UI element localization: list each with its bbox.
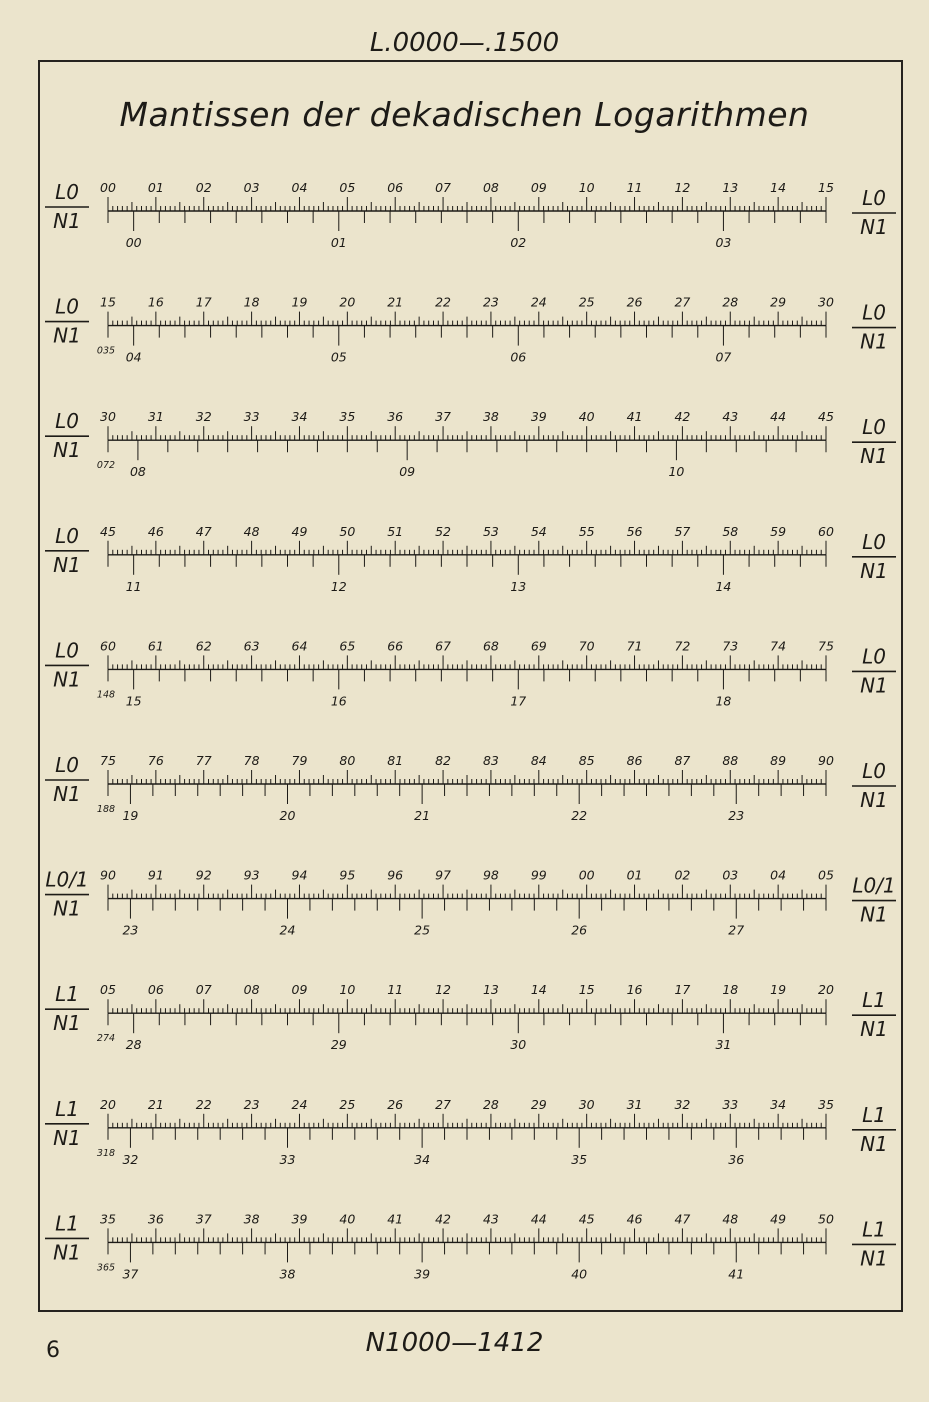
n-scale-label: 27 [728,922,745,938]
scale-right-bottom-label: N1 [860,1017,888,1042]
n-scale-label: 03 [715,235,732,250]
n-scale-start-label: 035 [96,345,116,357]
n-scale-label: 14 [715,578,732,594]
n-scale-label: 18 [715,693,732,709]
l-scale-label: 76 [147,753,164,768]
l-scale-label: 05 [339,180,356,195]
l-scale-label: 38 [482,409,499,425]
l-scale-label: 18 [722,982,739,998]
l-scale-label: 03 [243,180,260,195]
n-scale-start-label: 188 [96,804,116,815]
n-scale-label: 32 [122,1151,139,1167]
scale-right-bottom-label: N1 [860,444,888,469]
n-scale-label: 26 [571,922,588,938]
scale-left-bottom-label: N1 [53,1011,81,1036]
l-scale-label: 48 [722,1211,739,1227]
l-scale-label: 47 [674,1211,691,1227]
n-scale-label: 07 [715,349,732,365]
n-scale-label: 41 [728,1266,745,1282]
l-scale-label: 19 [291,294,308,310]
l-scale-label: 04 [770,867,787,883]
l-scale-label: 60 [100,638,116,654]
l-scale-label: 15 [578,982,595,998]
l-scale-label: 28 [482,1096,499,1112]
scale-left-bottom-label: N1 [53,782,81,806]
l-scale-label: 42 [435,1211,452,1227]
l-scale-label: 40 [578,409,595,425]
l-scale-label: 79 [291,753,308,768]
l-scale-label: 92 [195,867,212,883]
l-scale-label: 61 [147,638,164,654]
n-scale-label: 23 [122,922,139,938]
n-scale-start-label: 072 [96,460,116,472]
l-scale-label: 90 [818,753,834,768]
l-scale-label: 42 [674,409,691,425]
l-scale-label: 55 [578,523,595,539]
l-scale-label: 67 [435,638,452,654]
l-scale-label: 75 [818,638,834,654]
scale-left-bottom-label: N1 [53,1125,81,1150]
l-scale-label: 15 [818,180,834,195]
l-scale-label: 29 [770,294,787,310]
l-scale-label: 69 [530,638,547,654]
l-scale-label: 49 [770,1211,787,1227]
n-scale-label: 19 [122,808,139,823]
n-scale-label: 08 [129,464,146,480]
l-scale-label: 71 [626,638,643,654]
l-scale-label: 00 [100,180,116,195]
n-scale-label: 24 [279,922,296,938]
scale-right-top-label: L0/1 [852,873,896,898]
l-scale-label: 86 [626,753,643,768]
l-scale-label: 01 [626,867,643,883]
l-scale-label: 16 [626,982,643,998]
l-scale-label: 12 [674,180,691,195]
l-scale-label: 24 [291,1096,308,1112]
l-scale-label: 10 [339,982,356,998]
l-scale-label: 43 [722,409,739,425]
n-scale-label: 01 [330,235,347,250]
l-scale-label: 37 [435,409,452,425]
scale-left-bottom-label: N1 [53,552,81,577]
n-scale-label: 11 [125,578,142,594]
scale-left-bottom-label: N1 [53,323,81,348]
l-scale-label: 06 [147,982,164,998]
l-scale-label: 82 [435,753,452,768]
n-scale-label: 28 [125,1037,142,1053]
n-scale-start-label: 365 [96,1262,116,1274]
l-scale-label: 14 [770,180,787,195]
l-scale-label: 45 [578,1211,595,1227]
n-scale-label: 37 [122,1266,139,1282]
l-scale-label: 02 [195,180,212,195]
l-scale-label: 43 [482,1211,499,1227]
l-scale-label: 93 [243,867,260,883]
l-scale-label: 64 [291,638,308,654]
n-scale-label: 12 [330,578,347,594]
l-scale-label: 31 [626,1096,643,1112]
l-scale-label: 39 [530,409,547,425]
n-scale-label: 17 [510,693,527,709]
l-scale-label: 38 [243,1211,260,1227]
n-scale-label: 25 [414,922,431,938]
n-scale-label: 16 [330,693,347,709]
page-title: Mantissen der dekadischen Logarithmen [119,95,810,134]
n-scale-label: 30 [510,1037,527,1053]
scale-right-top-label: L0 [862,415,886,440]
l-scale-label: 15 [100,294,116,310]
scale-left-top-label: L0/1 [45,867,89,892]
l-scale-label: 35 [818,1096,834,1112]
scale-right-top-label: L0 [862,644,886,669]
l-scale-label: 20 [100,1096,116,1112]
l-scale-label: 84 [530,753,547,768]
n-scale-label: 04 [125,349,142,365]
l-scale-label: 35 [100,1211,116,1227]
n-scale-label: 10 [668,464,685,480]
n-scale-label: 23 [728,808,745,823]
l-scale-label: 60 [818,523,834,539]
l-scale-label: 11 [387,982,404,998]
l-scale-label: 62 [195,638,212,654]
l-scale-label: 26 [626,294,643,310]
scale-right-top-label: L1 [862,988,886,1013]
l-scale-label: 02 [674,867,691,883]
l-scale-label: 29 [530,1096,547,1112]
l-scale-label: 66 [387,638,404,654]
n-scale-label: 33 [279,1151,296,1167]
n-scale-label: 35 [571,1151,588,1167]
l-scale-label: 68 [482,638,499,654]
scale-left-bottom-label: N1 [53,667,81,692]
l-scale-label: 32 [674,1096,691,1112]
l-scale-label: 54 [530,523,547,539]
l-scale-label: 16 [147,294,164,310]
l-scale-label: 11 [626,180,643,195]
l-scale-label: 13 [722,180,739,195]
l-scale-label: 23 [482,294,499,310]
l-scale-label: 30 [578,1096,595,1112]
l-scale-label: 94 [291,867,308,883]
scale-right-top-label: L0 [862,759,886,783]
l-scale-label: 87 [674,753,691,768]
l-scale-label: 36 [387,409,404,425]
l-scale-label: 17 [674,982,691,998]
l-scale-label: 90 [100,867,116,883]
l-scale-label: 22 [195,1096,212,1112]
page-footer-range: N1000—1412 [365,1328,544,1358]
n-scale-label: 00 [125,235,142,250]
scale-right-bottom-label: N1 [860,558,888,583]
l-scale-label: 14 [530,982,547,998]
l-scale-label: 01 [147,180,164,195]
l-scale-label: 07 [435,180,452,195]
scale-left-top-label: L0 [55,638,79,663]
l-scale-label: 73 [722,638,739,654]
n-scale-label: 29 [330,1037,347,1053]
l-scale-label: 30 [100,409,116,425]
scale-right-bottom-label: N1 [860,673,888,698]
n-scale-start-label: 318 [96,1147,116,1159]
l-scale-label: 63 [243,638,260,654]
l-scale-label: 19 [770,982,787,998]
n-scale-label: 09 [399,464,416,480]
n-scale-label: 06 [510,349,527,365]
scale-right-bottom-label: N1 [860,215,888,239]
scale-right-bottom-label: N1 [860,788,888,812]
l-scale-label: 25 [339,1096,356,1112]
n-scale-label: 34 [414,1151,431,1167]
l-scale-label: 35 [339,409,356,425]
l-scale-label: 17 [195,294,212,310]
l-scale-label: 09 [291,982,308,998]
l-scale-label: 45 [818,409,834,425]
l-scale-label: 31 [147,409,164,425]
l-scale-label: 59 [770,523,787,539]
l-scale-label: 96 [387,867,404,883]
scale-left-top-label: L0 [55,294,79,319]
scale-right-top-label: L1 [862,1217,886,1242]
scale-right-bottom-label: N1 [860,902,888,927]
l-scale-label: 83 [482,753,499,768]
l-scale-label: 12 [435,982,452,998]
l-scale-label: 50 [339,523,356,539]
l-scale-label: 22 [435,294,452,310]
n-scale-label: 39 [414,1266,431,1282]
l-scale-label: 44 [770,409,787,425]
l-scale-label: 21 [147,1096,164,1112]
l-scale-label: 81 [387,753,404,768]
l-scale-label: 95 [339,867,356,883]
l-scale-label: 77 [195,753,212,768]
l-scale-label: 26 [387,1096,404,1112]
l-scale-label: 20 [818,982,834,998]
l-scale-label: 46 [626,1211,643,1227]
l-scale-label: 98 [482,867,499,883]
n-scale-label: 38 [279,1266,296,1282]
l-scale-label: 03 [722,867,739,883]
l-scale-label: 34 [770,1096,787,1112]
l-scale-label: 07 [195,982,212,998]
scale-left-top-label: L0 [55,523,79,548]
n-scale-label: 05 [330,349,347,365]
page-number: 6 [46,1338,60,1363]
l-scale-label: 36 [147,1211,164,1227]
l-scale-label: 00 [578,867,595,883]
page-header-range: L.0000—.1500 [369,28,560,58]
l-scale-label: 89 [770,753,787,768]
l-scale-label: 24 [530,294,547,310]
l-scale-label: 45 [100,523,116,539]
l-scale-label: 41 [387,1211,404,1227]
l-scale-label: 09 [530,180,547,195]
l-scale-label: 20 [339,294,356,310]
l-scale-label: 33 [243,409,260,425]
n-scale-label: 31 [715,1037,732,1053]
l-scale-label: 47 [195,523,212,539]
n-scale-start-label: 274 [96,1033,116,1045]
l-scale-label: 44 [530,1211,547,1227]
l-scale-label: 06 [387,180,404,195]
l-scale-label: 50 [818,1211,834,1227]
l-scale-label: 52 [435,523,452,539]
n-scale-label: 13 [510,578,527,594]
l-scale-label: 91 [147,867,164,883]
l-scale-label: 49 [291,523,308,539]
l-scale-label: 21 [387,294,404,310]
scale-left-top-label: L1 [55,982,79,1007]
l-scale-label: 53 [482,523,499,539]
l-scale-label: 32 [195,409,212,425]
l-scale-label: 13 [482,982,499,998]
l-scale-label: 70 [578,638,595,654]
l-scale-label: 04 [291,180,308,195]
l-scale-label: 75 [100,753,116,768]
scale-left-top-label: L0 [55,753,79,777]
l-scale-label: 37 [195,1211,212,1227]
scale-right-top-label: L1 [862,1102,886,1127]
l-scale-label: 97 [435,867,452,883]
l-scale-label: 40 [339,1211,356,1227]
scale-left-bottom-label: N1 [53,1240,81,1265]
l-scale-label: 05 [100,982,116,998]
l-scale-label: 27 [435,1096,452,1112]
l-scale-label: 56 [626,523,643,539]
scale-left-top-label: L0 [55,180,79,204]
l-scale-label: 74 [770,638,787,654]
l-scale-label: 57 [674,523,691,539]
scale-left-bottom-label: N1 [53,896,81,921]
scale-right-bottom-label: N1 [860,329,888,354]
n-scale-label: 21 [414,808,431,823]
l-scale-label: 78 [243,753,260,768]
l-scale-label: 51 [387,523,404,539]
scale-left-top-label: L1 [55,1211,79,1236]
scale-right-top-label: L0 [862,186,886,210]
n-scale-label: 20 [279,808,296,823]
scale-right-top-label: L0 [862,529,886,554]
l-scale-label: 48 [243,523,260,539]
n-scale-label: 15 [125,693,142,709]
scale-left-bottom-label: N1 [53,209,81,233]
l-scale-label: 72 [674,638,691,654]
l-scale-label: 25 [578,294,595,310]
n-scale-label: 36 [728,1151,745,1167]
l-scale-label: 39 [291,1211,308,1227]
l-scale-label: 88 [722,753,739,768]
l-scale-label: 46 [147,523,164,539]
l-scale-label: 18 [243,294,260,310]
l-scale-label: 28 [722,294,739,310]
l-scale-label: 08 [482,180,499,195]
l-scale-label: 99 [530,867,547,883]
scale-left-top-label: L1 [55,1096,79,1121]
l-scale-label: 65 [339,638,356,654]
n-scale-start-label: 148 [96,689,116,701]
l-scale-label: 30 [818,294,834,310]
l-scale-label: 27 [674,294,691,310]
n-scale-label: 22 [571,808,588,823]
l-scale-label: 33 [722,1096,739,1112]
scale-right-bottom-label: N1 [860,1246,888,1271]
l-scale-label: 85 [578,753,595,768]
l-scale-label: 10 [578,180,595,195]
l-scale-label: 41 [626,409,643,425]
l-scale-label: 80 [339,753,356,768]
n-scale-label: 40 [571,1266,588,1282]
l-scale-label: 58 [722,523,739,539]
l-scale-label: 05 [818,867,834,883]
scale-left-top-label: L0 [55,409,79,434]
l-scale-label: 23 [243,1096,260,1112]
scale-right-bottom-label: N1 [860,1131,888,1156]
n-scale-label: 02 [510,235,527,250]
l-scale-label: 08 [243,982,260,998]
scale-right-top-label: L0 [862,300,886,325]
l-scale-label: 34 [291,409,308,425]
scale-left-bottom-label: N1 [53,438,81,463]
